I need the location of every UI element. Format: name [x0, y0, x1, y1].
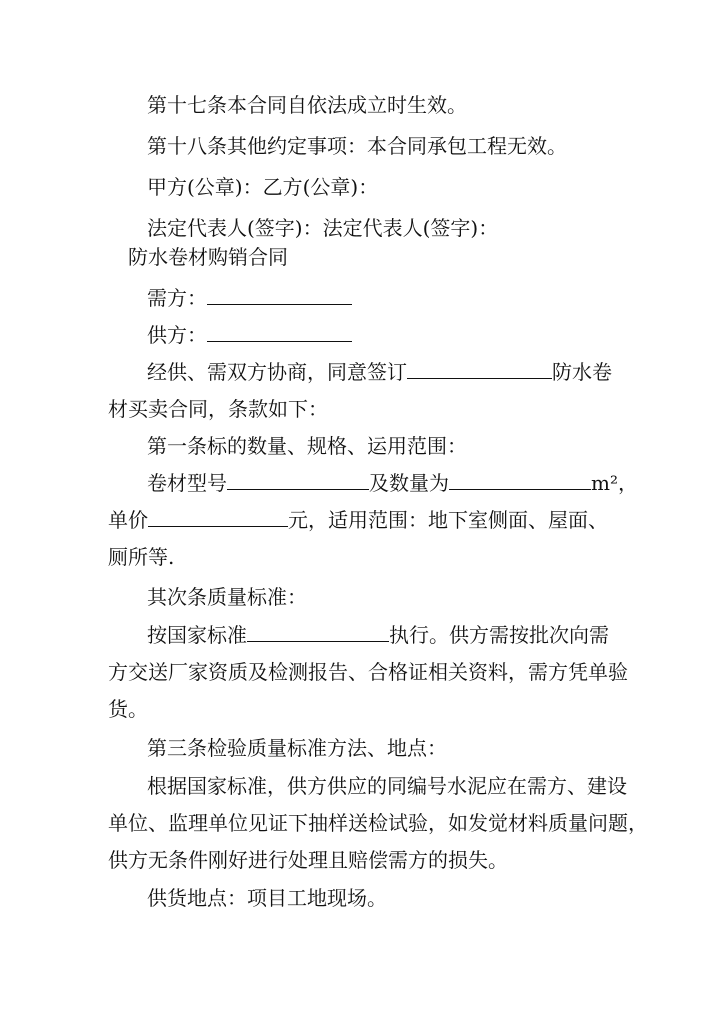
intro-line-1 [147, 357, 612, 387]
clause-1-line-2 [108, 505, 608, 535]
clause-1-line-1 [147, 468, 638, 498]
clause-3-line-1: 根据国家标准，供方供应的同编号水泥应在需方、建设 [147, 774, 627, 798]
supplier-blank [207, 321, 352, 342]
clause-1-line-3: 厕所等. [108, 545, 175, 569]
clause-2-line-1 [147, 620, 609, 650]
standard-label: 按国家标准 [147, 623, 247, 647]
quantity-label: 及数量为 [369, 471, 449, 495]
intro-line-2: 材买卖合同，条款如下： [108, 397, 328, 421]
clause-2-heading: 其次条质量标准： [147, 585, 307, 609]
buyer-line [147, 283, 352, 313]
unit-label: m²， [591, 471, 638, 495]
standard-blank [247, 621, 389, 642]
buyer-label: 需方： [147, 286, 207, 310]
quantity-blank [449, 469, 591, 490]
clause-2-line-3: 货。 [108, 697, 148, 721]
signature-line: 法定代表人(签字)：法定代表人(签字)： [147, 216, 499, 240]
model-blank [227, 469, 369, 490]
intro-text-1: 经供、需双方协商，同意签订 [147, 360, 407, 384]
contract-title: 防水卷材购销合同 [128, 245, 288, 269]
buyer-blank [207, 284, 352, 305]
clause-3-line-3: 供方无条件刚好进行处理且赔偿需方的损失。 [108, 848, 508, 872]
supplier-label: 供方： [147, 323, 207, 347]
clause-3-heading: 第三条检验质量标准方法、地点： [147, 736, 447, 760]
delivery-location: 供货地点：项目工地现场。 [147, 886, 387, 910]
clause-3-line-2: 单位、监理单位见证下抽样送检试验，如发觉材料质量问题， [108, 811, 648, 835]
supplier-line [147, 320, 352, 350]
price-rest: 元，适用范围：地下室侧面、屋面、 [288, 508, 608, 532]
price-blank [148, 506, 288, 527]
clause-2-line-2: 方交送厂家资质及检测报告、合格证相关资料，需方凭单验 [108, 660, 628, 684]
model-label: 卷材型号 [147, 471, 227, 495]
clause-1-heading: 第一条标的数量、规格、运用范围： [147, 434, 467, 458]
standard-rest: 执行。供方需按批次向需 [389, 623, 609, 647]
seal-line: 甲方(公章)：乙方(公章)： [147, 175, 379, 199]
article-18: 第十八条其他约定事项：本合同承包工程无效。 [147, 134, 567, 158]
contract-type-blank [407, 358, 552, 379]
price-label: 单价 [108, 508, 148, 532]
intro-text-2: 防水卷 [552, 360, 612, 384]
article-17: 第十七条本合同自依法成立时生效。 [147, 93, 467, 117]
